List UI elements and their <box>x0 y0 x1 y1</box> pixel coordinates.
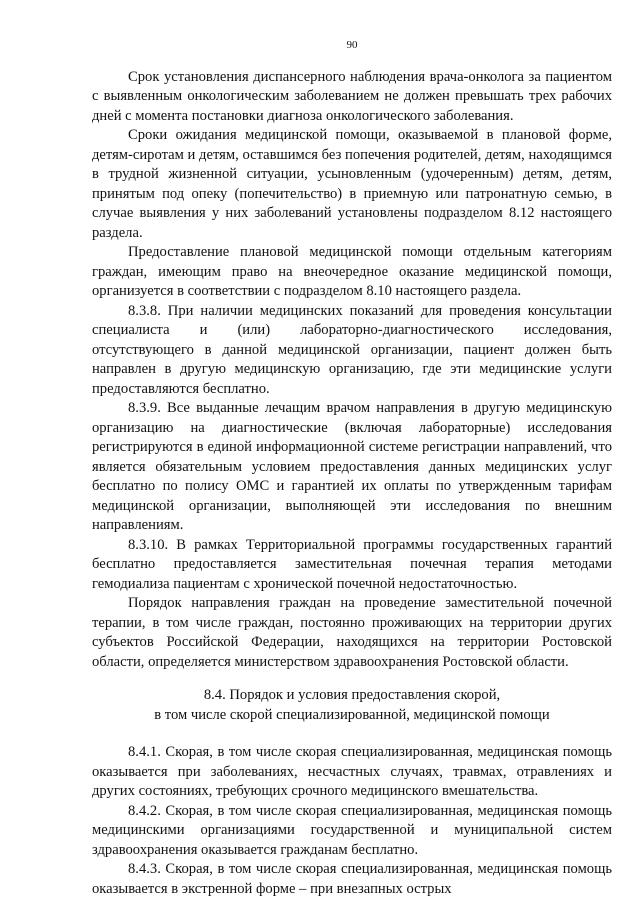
paragraph: Сроки ожидания медицинской помощи, оказываемой в плановой форме, детям-сиротам и детям, оставшимся без попечения родителей, детям, находящимся в трудной жизненной ситуации, усыновленным (удочеренным) детям, детям, принятым под опеку (попечительство) в приемную или патронатную семью, в случае выявления у них заболеваний установлены подразделом 8.12 настоящего раздела. <box>92 127 612 241</box>
paragraph: 8.3.9. Все выданные лечащим врачом направления в другую медицинскую организацию на диагностические (включая лабораторные) исследования регистрируются в единой информационной системе регистрации направлений, что является обязательным условием предоставления данных медицинских услуг бесплатно по полису ОМС и гарантией их оплаты по утвержденным тарифам медицинской организации, выполняющей эти исследования по внешним направлениям. <box>92 400 612 533</box>
page-number: 90 <box>346 39 358 51</box>
paragraph: 8.4.1. Скорая, в том числе скорая специализированная, медицинская помощь оказывается при заболеваниях, несчастных случаях, травмах, отравлениях и других состояниях, требующих срочного медицинского вмешательства. <box>92 744 612 799</box>
paragraph: Срок установления диспансерного наблюдения врача-онколога за пациентом с выявленным онкологическим заболеванием не должен превышать трех рабочих дней с момента постановки диагноза онкологического заболевания. <box>92 68 612 124</box>
paragraph: Порядок направления граждан на проведение заместительной почечной терапии, в том числе граждан, постоянно проживающих на территории других субъектов Российской Федерации, находящихся на территории Ростовской области, определяется министерством здравоохранения Ростовской области. <box>92 595 612 670</box>
paragraph: 8.3.10. В рамках Территориальной программы государственных гарантий бесплатно предоставляется заместительная почечная терапия методами гемодиализа пациентам с хронической почечной недостаточностью. <box>92 536 612 592</box>
paragraph: 8.3.8. При наличии медицинских показаний для проведения консультации специалиста и (или) лабораторно-диагностического исследования, отсутствующего в данной медицинской организации, пациент должен быть направлен в другую медицинскую организацию, где эти медицинские услуги предоставляются бесплатно. <box>92 302 612 397</box>
section-heading-line: 8.4. Порядок и условия предоставления скорой, <box>203 687 501 703</box>
section-heading-line: в том числе скорой специализированной, медицинской помощи <box>154 706 550 723</box>
paragraph: Предоставление плановой медицинской помощи отдельным категориям граждан, имеющим право на внеочередное оказание медицинской помощи, организуется в соответствии с подразделом 8.10 настоящего раздела. <box>92 244 612 299</box>
section-heading <box>92 686 612 725</box>
paragraph: 8.4.2. Скорая, в том числе скорая специализированная, медицинская помощь медицинскими организациями государственной и муниципальной систем здравоохранения оказывается гражданам бесплатно. <box>92 802 612 858</box>
paragraph: 8.4.3. Скорая, в том числе скорая специализированная, медицинская помощь оказывается в экстренной форме – при внезапных острых <box>92 861 612 897</box>
